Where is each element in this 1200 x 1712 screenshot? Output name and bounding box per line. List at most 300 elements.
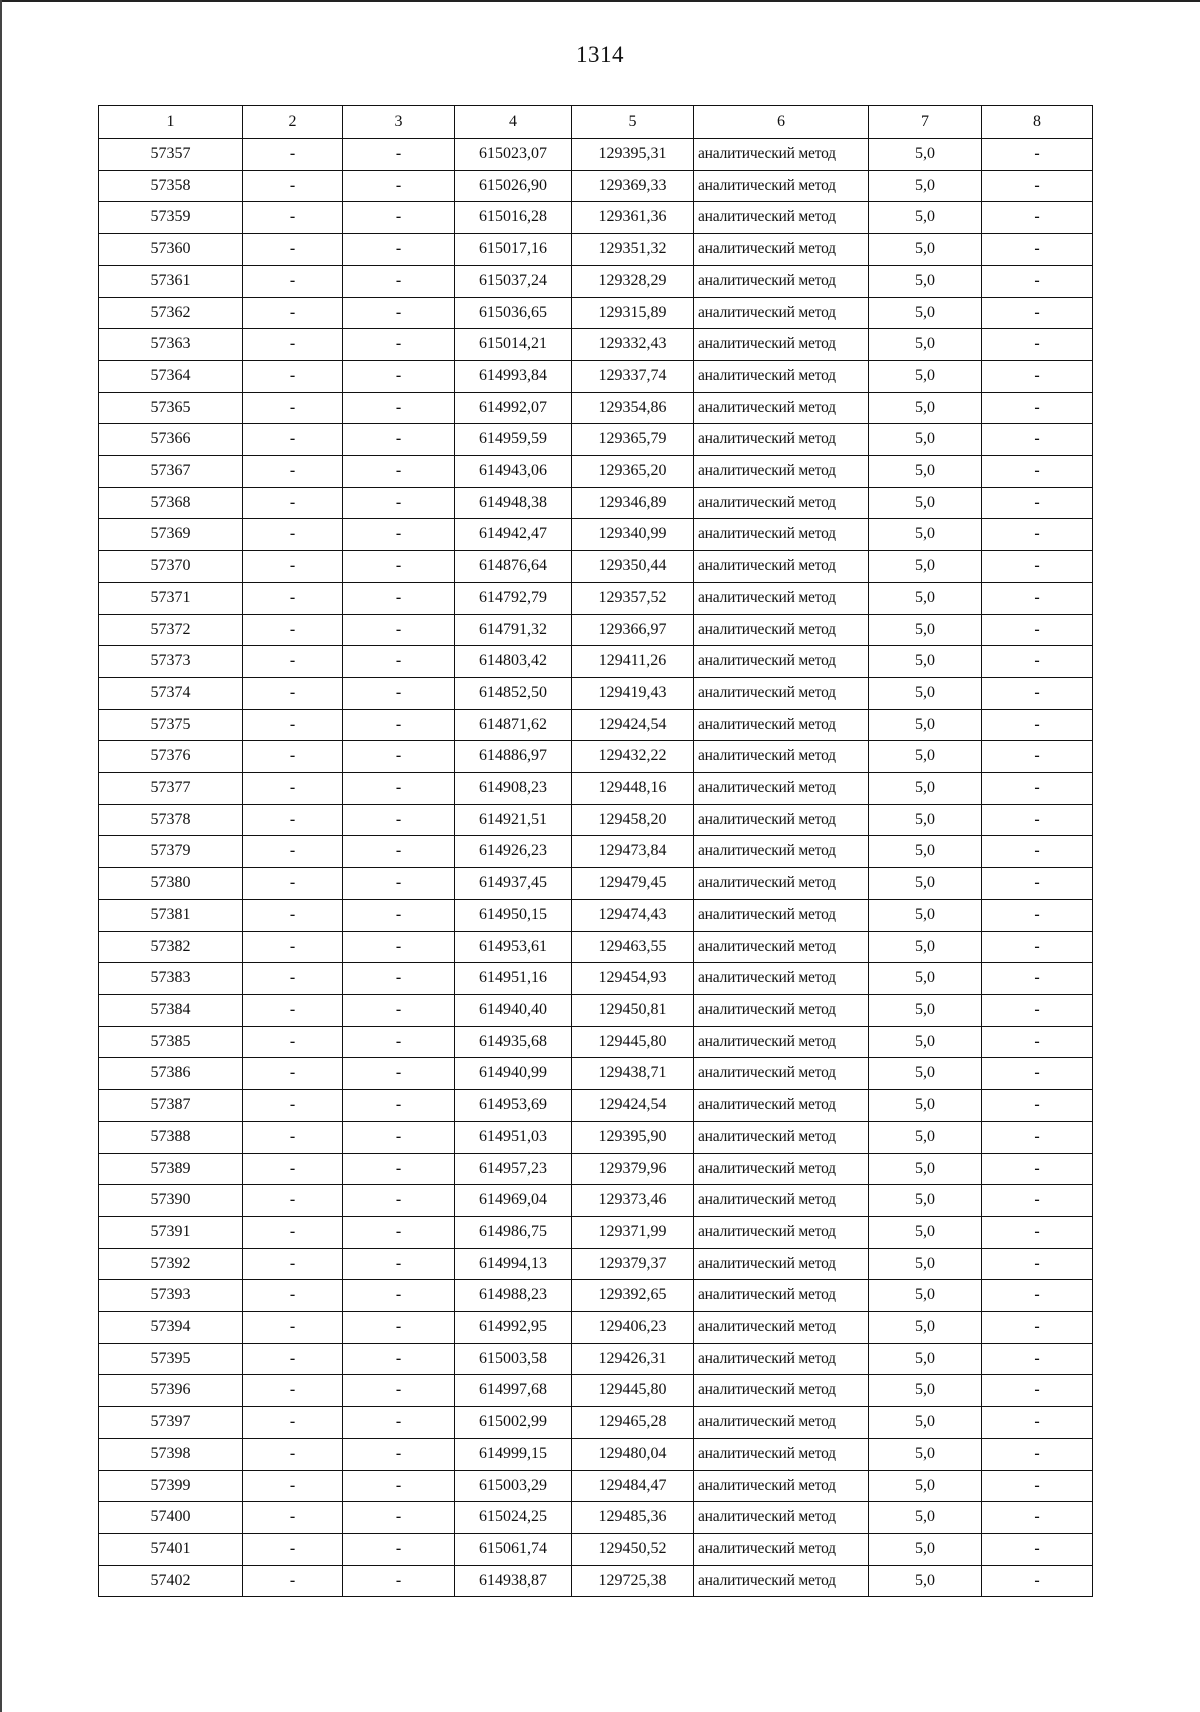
point-number-cell: 57391 [99,1216,243,1248]
x-coordinate-cell: 614876,64 [455,551,572,583]
method-cell: аналитический метод [694,1565,869,1597]
x-coordinate-cell: 614992,95 [455,1312,572,1344]
y-coordinate-cell: 129484,47 [572,1470,694,1502]
col8-cell: - [982,899,1093,931]
col2-cell: - [243,1533,343,1565]
method-cell: аналитический метод [694,709,869,741]
x-coordinate-cell: 614886,97 [455,741,572,773]
x-coordinate-cell: 614942,47 [455,519,572,551]
x-coordinate-cell: 614986,75 [455,1216,572,1248]
accuracy-cell: 5,0 [869,1058,982,1090]
col3-cell: - [343,360,455,392]
y-coordinate-cell: 129465,28 [572,1407,694,1439]
point-number-cell: 57369 [99,519,243,551]
table-row [99,614,1093,646]
col8-cell: - [982,392,1093,424]
accuracy-cell: 5,0 [869,519,982,551]
point-number-cell: 57358 [99,170,243,202]
point-number-cell: 57374 [99,677,243,709]
y-coordinate-cell: 129366,97 [572,614,694,646]
table-row [99,424,1093,456]
accuracy-cell: 5,0 [869,1216,982,1248]
point-number-cell: 57364 [99,360,243,392]
y-coordinate-cell: 129395,90 [572,1121,694,1153]
method-cell: аналитический метод [694,487,869,519]
col3-cell: - [343,265,455,297]
point-number-cell: 57389 [99,1153,243,1185]
col3-cell: - [343,1375,455,1407]
method-cell: аналитический метод [694,1026,869,1058]
col8-cell: - [982,1343,1093,1375]
accuracy-cell: 5,0 [869,1565,982,1597]
point-number-cell: 57396 [99,1375,243,1407]
col3-cell: - [343,1470,455,1502]
col3-cell: - [343,1090,455,1122]
column-header: 2 [243,106,343,139]
col8-cell: - [982,931,1093,963]
col3-cell: - [343,1533,455,1565]
table-row [99,1407,1093,1439]
x-coordinate-cell: 614921,51 [455,804,572,836]
point-number-cell: 57370 [99,551,243,583]
table-row [99,868,1093,900]
accuracy-cell: 5,0 [869,1375,982,1407]
method-cell: аналитический метод [694,677,869,709]
x-coordinate-cell: 614926,23 [455,836,572,868]
table-row [99,1153,1093,1185]
point-number-cell: 57400 [99,1502,243,1534]
accuracy-cell: 5,0 [869,424,982,456]
table-row [99,551,1093,583]
accuracy-cell: 5,0 [869,804,982,836]
table-row [99,1248,1093,1280]
y-coordinate-cell: 129328,29 [572,265,694,297]
col2-cell: - [243,741,343,773]
accuracy-cell: 5,0 [869,1248,982,1280]
col2-cell: - [243,360,343,392]
col8-cell: - [982,994,1093,1026]
col2-cell: - [243,1280,343,1312]
table-row [99,1343,1093,1375]
y-coordinate-cell: 129438,71 [572,1058,694,1090]
accuracy-cell: 5,0 [869,899,982,931]
y-coordinate-cell: 129424,54 [572,1090,694,1122]
x-coordinate-cell: 614953,61 [455,931,572,963]
col2-cell: - [243,392,343,424]
table-row [99,1280,1093,1312]
col3-cell: - [343,424,455,456]
col3-cell: - [343,487,455,519]
col8-cell: - [982,487,1093,519]
col2-cell: - [243,582,343,614]
method-cell: аналитический метод [694,1502,869,1534]
method-cell: аналитический метод [694,1280,869,1312]
method-cell: аналитический метод [694,329,869,361]
col2-cell: - [243,1438,343,1470]
col8-cell: - [982,963,1093,995]
point-number-cell: 57382 [99,931,243,963]
col3-cell: - [343,804,455,836]
col8-cell: - [982,1312,1093,1344]
col3-cell: - [343,1248,455,1280]
y-coordinate-cell: 129354,86 [572,392,694,424]
col8-cell: - [982,646,1093,678]
col8-cell: - [982,1121,1093,1153]
col8-cell: - [982,1565,1093,1597]
table-body [99,139,1093,1597]
method-cell: аналитический метод [694,170,869,202]
table-row [99,677,1093,709]
col3-cell: - [343,868,455,900]
y-coordinate-cell: 129351,32 [572,234,694,266]
col2-cell: - [243,963,343,995]
method-cell: аналитический метод [694,836,869,868]
x-coordinate-cell: 615002,99 [455,1407,572,1439]
accuracy-cell: 5,0 [869,709,982,741]
accuracy-cell: 5,0 [869,963,982,995]
col3-cell: - [343,1058,455,1090]
col3-cell: - [343,1502,455,1534]
accuracy-cell: 5,0 [869,1470,982,1502]
x-coordinate-cell: 614993,84 [455,360,572,392]
x-coordinate-cell: 615023,07 [455,139,572,171]
col8-cell: - [982,741,1093,773]
point-number-cell: 57377 [99,773,243,805]
table-row [99,297,1093,329]
table-row [99,1565,1093,1597]
y-coordinate-cell: 129315,89 [572,297,694,329]
y-coordinate-cell: 129395,31 [572,139,694,171]
point-number-cell: 57373 [99,646,243,678]
col8-cell: - [982,1470,1093,1502]
col8-cell: - [982,614,1093,646]
x-coordinate-cell: 614953,69 [455,1090,572,1122]
accuracy-cell: 5,0 [869,202,982,234]
x-coordinate-cell: 615037,24 [455,265,572,297]
col3-cell: - [343,646,455,678]
table-row [99,1438,1093,1470]
point-number-cell: 57371 [99,582,243,614]
table-row [99,1470,1093,1502]
x-coordinate-cell: 615061,74 [455,1533,572,1565]
y-coordinate-cell: 129373,46 [572,1185,694,1217]
col3-cell: - [343,836,455,868]
y-coordinate-cell: 129365,79 [572,424,694,456]
x-coordinate-cell: 614940,99 [455,1058,572,1090]
column-header: 7 [869,106,982,139]
col8-cell: - [982,360,1093,392]
table-row [99,899,1093,931]
y-coordinate-cell: 129332,43 [572,329,694,361]
accuracy-cell: 5,0 [869,1312,982,1344]
col8-cell: - [982,804,1093,836]
x-coordinate-cell: 614951,03 [455,1121,572,1153]
point-number-cell: 57359 [99,202,243,234]
point-number-cell: 57368 [99,487,243,519]
x-coordinate-cell: 614908,23 [455,773,572,805]
point-number-cell: 57372 [99,614,243,646]
col2-cell: - [243,994,343,1026]
accuracy-cell: 5,0 [869,677,982,709]
col2-cell: - [243,234,343,266]
method-cell: аналитический метод [694,265,869,297]
point-number-cell: 57395 [99,1343,243,1375]
col8-cell: - [982,1153,1093,1185]
point-number-cell: 57397 [99,1407,243,1439]
col2-cell: - [243,139,343,171]
point-number-cell: 57381 [99,899,243,931]
y-coordinate-cell: 129479,45 [572,868,694,900]
col3-cell: - [343,551,455,583]
col2-cell: - [243,868,343,900]
accuracy-cell: 5,0 [869,582,982,614]
col2-cell: - [243,519,343,551]
x-coordinate-cell: 614792,79 [455,582,572,614]
point-number-cell: 57362 [99,297,243,329]
method-cell: аналитический метод [694,1248,869,1280]
column-header: 4 [455,106,572,139]
col2-cell: - [243,1375,343,1407]
col8-cell: - [982,1280,1093,1312]
col3-cell: - [343,234,455,266]
col8-cell: - [982,677,1093,709]
y-coordinate-cell: 129485,36 [572,1502,694,1534]
point-number-cell: 57378 [99,804,243,836]
point-number-cell: 57399 [99,1470,243,1502]
accuracy-cell: 5,0 [869,1090,982,1122]
accuracy-cell: 5,0 [869,329,982,361]
col2-cell: - [243,646,343,678]
col3-cell: - [343,614,455,646]
method-cell: аналитический метод [694,1216,869,1248]
coordinates-table [98,105,1093,1597]
y-coordinate-cell: 129450,81 [572,994,694,1026]
col8-cell: - [982,1058,1093,1090]
method-cell: аналитический метод [694,1153,869,1185]
point-number-cell: 57360 [99,234,243,266]
x-coordinate-cell: 614992,07 [455,392,572,424]
column-header: 3 [343,106,455,139]
col3-cell: - [343,677,455,709]
col3-cell: - [343,519,455,551]
accuracy-cell: 5,0 [869,139,982,171]
table-row [99,709,1093,741]
col8-cell: - [982,1375,1093,1407]
col2-cell: - [243,1058,343,1090]
y-coordinate-cell: 129337,74 [572,360,694,392]
col2-cell: - [243,551,343,583]
table-row [99,1090,1093,1122]
table-row [99,741,1093,773]
y-coordinate-cell: 129473,84 [572,836,694,868]
method-cell: аналитический метод [694,741,869,773]
col3-cell: - [343,1438,455,1470]
accuracy-cell: 5,0 [869,1343,982,1375]
y-coordinate-cell: 129480,04 [572,1438,694,1470]
col3-cell: - [343,139,455,171]
method-cell: аналитический метод [694,994,869,1026]
col8-cell: - [982,139,1093,171]
point-number-cell: 57402 [99,1565,243,1597]
x-coordinate-cell: 615026,90 [455,170,572,202]
col2-cell: - [243,329,343,361]
table-row [99,265,1093,297]
y-coordinate-cell: 129424,54 [572,709,694,741]
table-row [99,1058,1093,1090]
table-row [99,456,1093,488]
col2-cell: - [243,1470,343,1502]
accuracy-cell: 5,0 [869,297,982,329]
y-coordinate-cell: 129411,26 [572,646,694,678]
method-cell: аналитический метод [694,868,869,900]
col2-cell: - [243,1026,343,1058]
y-coordinate-cell: 129340,99 [572,519,694,551]
y-coordinate-cell: 129474,43 [572,899,694,931]
accuracy-cell: 5,0 [869,1438,982,1470]
method-cell: аналитический метод [694,1058,869,1090]
table-row [99,1375,1093,1407]
y-coordinate-cell: 129458,20 [572,804,694,836]
col2-cell: - [243,1407,343,1439]
point-number-cell: 57387 [99,1090,243,1122]
col3-cell: - [343,1280,455,1312]
table-row [99,1533,1093,1565]
col2-cell: - [243,456,343,488]
table-row [99,1121,1093,1153]
accuracy-cell: 5,0 [869,646,982,678]
point-number-cell: 57388 [99,1121,243,1153]
point-number-cell: 57379 [99,836,243,868]
x-coordinate-cell: 614948,38 [455,487,572,519]
accuracy-cell: 5,0 [869,1121,982,1153]
table-row [99,170,1093,202]
table-row [99,1312,1093,1344]
col8-cell: - [982,329,1093,361]
col3-cell: - [343,456,455,488]
accuracy-cell: 5,0 [869,234,982,266]
col3-cell: - [343,1121,455,1153]
col8-cell: - [982,265,1093,297]
table-row [99,1026,1093,1058]
y-coordinate-cell: 129365,20 [572,456,694,488]
y-coordinate-cell: 129361,36 [572,202,694,234]
accuracy-cell: 5,0 [869,1533,982,1565]
method-cell: аналитический метод [694,963,869,995]
table-row [99,1185,1093,1217]
accuracy-cell: 5,0 [869,1185,982,1217]
col8-cell: - [982,836,1093,868]
col2-cell: - [243,804,343,836]
x-coordinate-cell: 615003,29 [455,1470,572,1502]
point-number-cell: 57357 [99,139,243,171]
method-cell: аналитический метод [694,1343,869,1375]
col8-cell: - [982,582,1093,614]
col3-cell: - [343,582,455,614]
col2-cell: - [243,1565,343,1597]
col3-cell: - [343,1565,455,1597]
scan-edge-left [0,0,2,1712]
col8-cell: - [982,1026,1093,1058]
method-cell: аналитический метод [694,202,869,234]
accuracy-cell: 5,0 [869,868,982,900]
col3-cell: - [343,773,455,805]
table-row [99,519,1093,551]
table-row [99,139,1093,171]
y-coordinate-cell: 129448,16 [572,773,694,805]
col8-cell: - [982,234,1093,266]
point-number-cell: 57394 [99,1312,243,1344]
col3-cell: - [343,1153,455,1185]
method-cell: аналитический метод [694,234,869,266]
col2-cell: - [243,170,343,202]
col2-cell: - [243,202,343,234]
point-number-cell: 57392 [99,1248,243,1280]
x-coordinate-cell: 615017,16 [455,234,572,266]
method-cell: аналитический метод [694,899,869,931]
accuracy-cell: 5,0 [869,392,982,424]
point-number-cell: 57398 [99,1438,243,1470]
col8-cell: - [982,424,1093,456]
table-row [99,392,1093,424]
method-cell: аналитический метод [694,1121,869,1153]
x-coordinate-cell: 614935,68 [455,1026,572,1058]
y-coordinate-cell: 129379,37 [572,1248,694,1280]
y-coordinate-cell: 129450,52 [572,1533,694,1565]
method-cell: аналитический метод [694,1438,869,1470]
x-coordinate-cell: 615016,28 [455,202,572,234]
method-cell: аналитический метод [694,392,869,424]
x-coordinate-cell: 614957,23 [455,1153,572,1185]
y-coordinate-cell: 129369,33 [572,170,694,202]
point-number-cell: 57393 [99,1280,243,1312]
point-number-cell: 57383 [99,963,243,995]
y-coordinate-cell: 129463,55 [572,931,694,963]
col2-cell: - [243,265,343,297]
accuracy-cell: 5,0 [869,1407,982,1439]
col2-cell: - [243,1343,343,1375]
y-coordinate-cell: 129371,99 [572,1216,694,1248]
point-number-cell: 57375 [99,709,243,741]
col2-cell: - [243,773,343,805]
method-cell: аналитический метод [694,931,869,963]
col8-cell: - [982,456,1093,488]
accuracy-cell: 5,0 [869,551,982,583]
accuracy-cell: 5,0 [869,487,982,519]
col3-cell: - [343,1312,455,1344]
x-coordinate-cell: 614969,04 [455,1185,572,1217]
method-cell: аналитический метод [694,773,869,805]
x-coordinate-cell: 614803,42 [455,646,572,678]
x-coordinate-cell: 614951,16 [455,963,572,995]
column-header: 6 [694,106,869,139]
y-coordinate-cell: 129379,96 [572,1153,694,1185]
table-row [99,773,1093,805]
point-number-cell: 57363 [99,329,243,361]
x-coordinate-cell: 614791,32 [455,614,572,646]
method-cell: аналитический метод [694,424,869,456]
col2-cell: - [243,297,343,329]
col8-cell: - [982,1533,1093,1565]
table-row [99,329,1093,361]
col3-cell: - [343,709,455,741]
col2-cell: - [243,424,343,456]
table-row [99,487,1093,519]
y-coordinate-cell: 129419,43 [572,677,694,709]
method-cell: аналитический метод [694,1533,869,1565]
y-coordinate-cell: 129432,22 [572,741,694,773]
method-cell: аналитический метод [694,646,869,678]
table-row [99,646,1093,678]
